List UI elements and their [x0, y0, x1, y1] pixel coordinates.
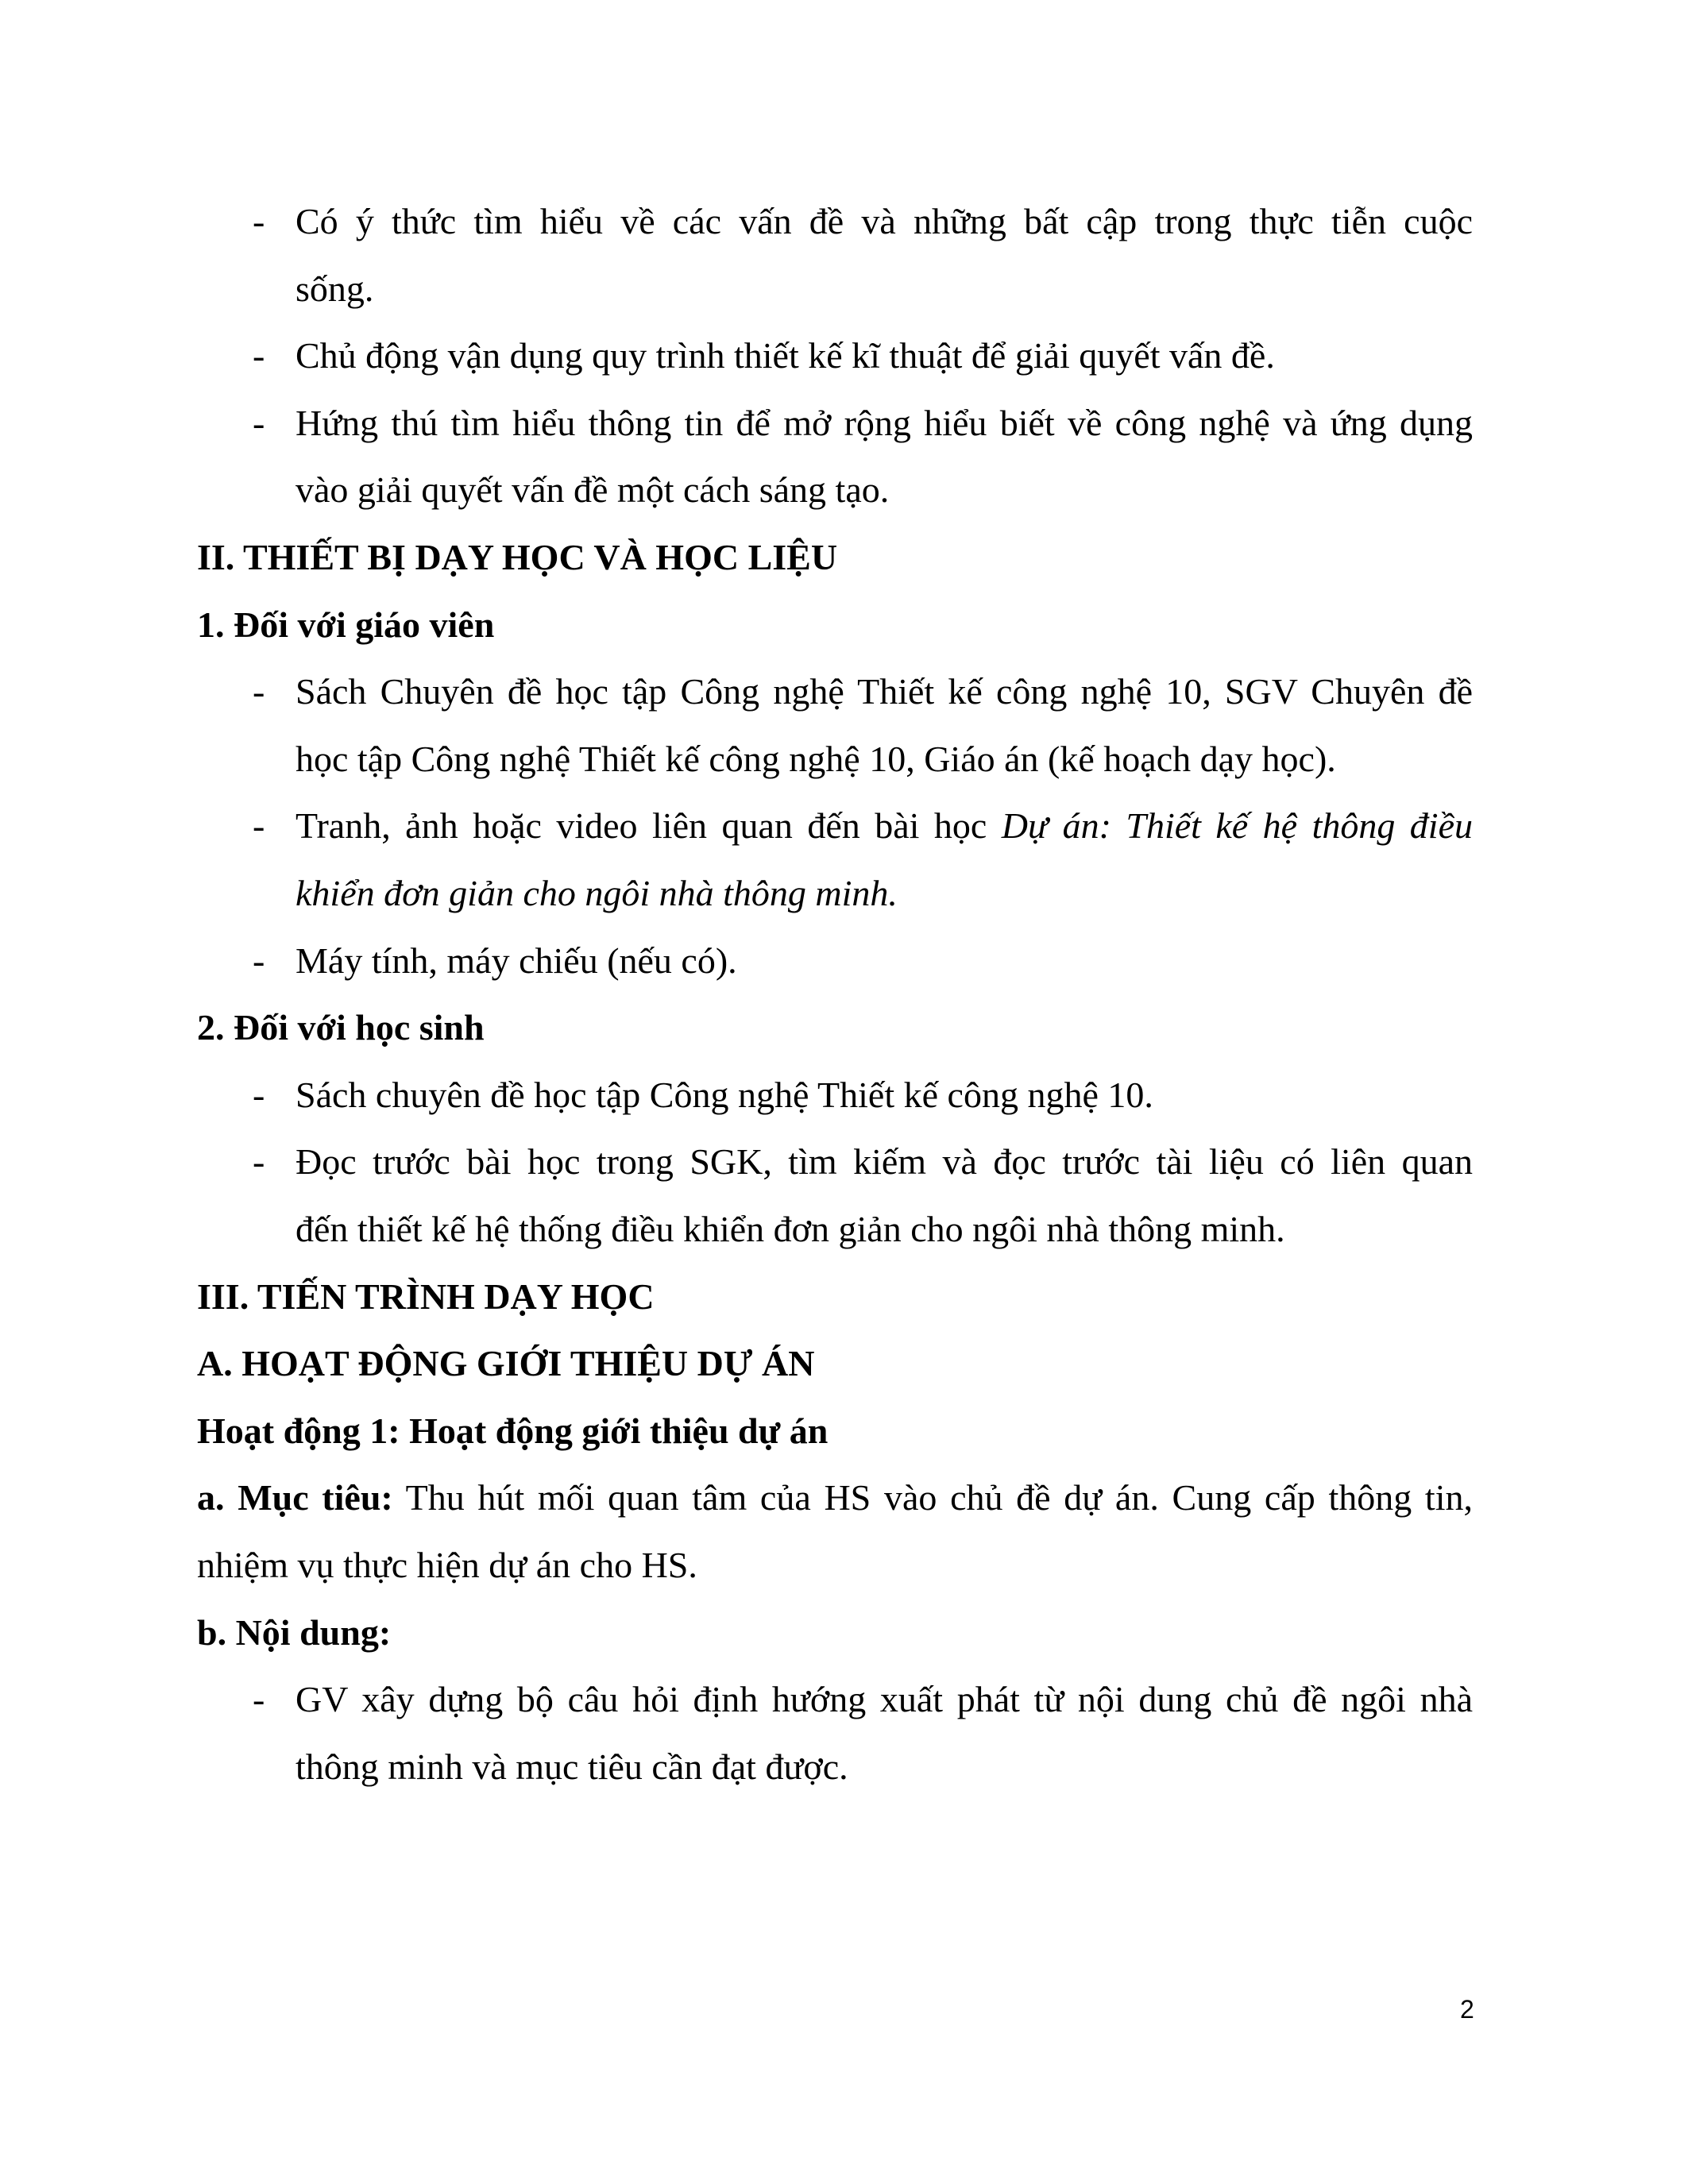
subsection-heading: 1. Đối với giáo viên	[197, 604, 495, 645]
bullet-text-cont: thông minh và mục tiêu cần đạt được.	[295, 1746, 848, 1787]
bullet-dash: -	[253, 671, 265, 712]
text-run: Thu hút mối quan tâm của HS vào chủ đề dự án. Cung cấp thông tin,	[392, 1477, 1473, 1518]
bullet-text: Có ý thức tìm hiểu về các vấn đề và những bất cập trong thực tiễn cuộc	[295, 201, 1473, 241]
objective-paragraph	[197, 1464, 1473, 1531]
italic-title: Dự án: Thiết kế hệ thông điều	[1001, 805, 1474, 846]
content-label: b. Nội dung:	[197, 1612, 392, 1653]
bullet-text-cont: đến thiết kế hệ thống điều khiển đơn giản cho ngôi nhà thông minh.	[295, 1209, 1285, 1249]
bullet-dash: -	[253, 335, 265, 376]
bullet-dash: -	[253, 805, 265, 846]
page-number: 2	[1460, 1995, 1474, 2024]
text-run: Tranh, ảnh hoặc video liên quan đến bài học	[295, 805, 1002, 846]
bullet-text: Sách chuyên đề học tập Công nghệ Thiết kế công nghệ 10.	[295, 1075, 1153, 1115]
bullet-text-cont: vào giải quyết vấn đề một cách sáng tạo.	[295, 469, 890, 510]
section-heading: II. THIẾT BỊ DẠY HỌC VÀ HỌC LIỆU	[197, 537, 838, 577]
section-heading: III. TIẾN TRÌNH DẠY HỌC	[197, 1276, 655, 1317]
bullet-text	[295, 792, 1473, 859]
bullet-text-cont	[295, 859, 1473, 927]
bullet-text-cont: sống.	[295, 268, 374, 309]
bullet-dash: -	[253, 940, 265, 981]
bullet-text: GV xây dựng bộ câu hỏi định hướng xuất phát từ nội dung chủ đề ngôi nhà	[295, 1679, 1473, 1719]
bullet-dash: -	[253, 201, 265, 241]
bullet-dash: -	[253, 1075, 265, 1115]
subsection-heading: 2. Đối với học sinh	[197, 1007, 485, 1048]
bullet-text: Chủ động vận dụng quy trình thiết kế kĩ thuật để giải quyết vấn đề.	[295, 335, 1275, 376]
bullet-dash: -	[253, 403, 265, 443]
objective-paragraph-cont: nhiệm vụ thực hiện dự án cho HS.	[197, 1545, 697, 1585]
bullet-text-cont: học tập Công nghệ Thiết kế công nghệ 10, Giáo án (kế hoạch dạy học).	[295, 739, 1336, 779]
bullet-text: Máy tính, máy chiếu (nếu có).	[295, 940, 737, 981]
bullet-text: Hứng thú tìm hiểu thông tin để mở rộng hiểu biết về công nghệ và ứng dụng	[295, 403, 1473, 443]
bullet-dash: -	[253, 1679, 265, 1719]
objective-label: a. Mục tiêu:	[197, 1477, 393, 1518]
italic-title: khiển đơn giản cho ngôi nhà thông minh.	[295, 873, 898, 913]
bullet-dash: -	[253, 1141, 265, 1182]
bullet-text: Đọc trước bài học trong SGK, tìm kiếm và đọc trước tài liệu có liên quan	[295, 1141, 1473, 1182]
activity-heading: Hoạt động 1: Hoạt động giới thiệu dự án	[197, 1410, 829, 1451]
bullet-text: Sách Chuyên đề học tập Công nghệ Thiết kế công nghệ 10, SGV Chuyên đề	[295, 671, 1473, 712]
section-heading: A. HOẠT ĐỘNG GIỚI THIỆU DỰ ÁN	[197, 1343, 815, 1383]
